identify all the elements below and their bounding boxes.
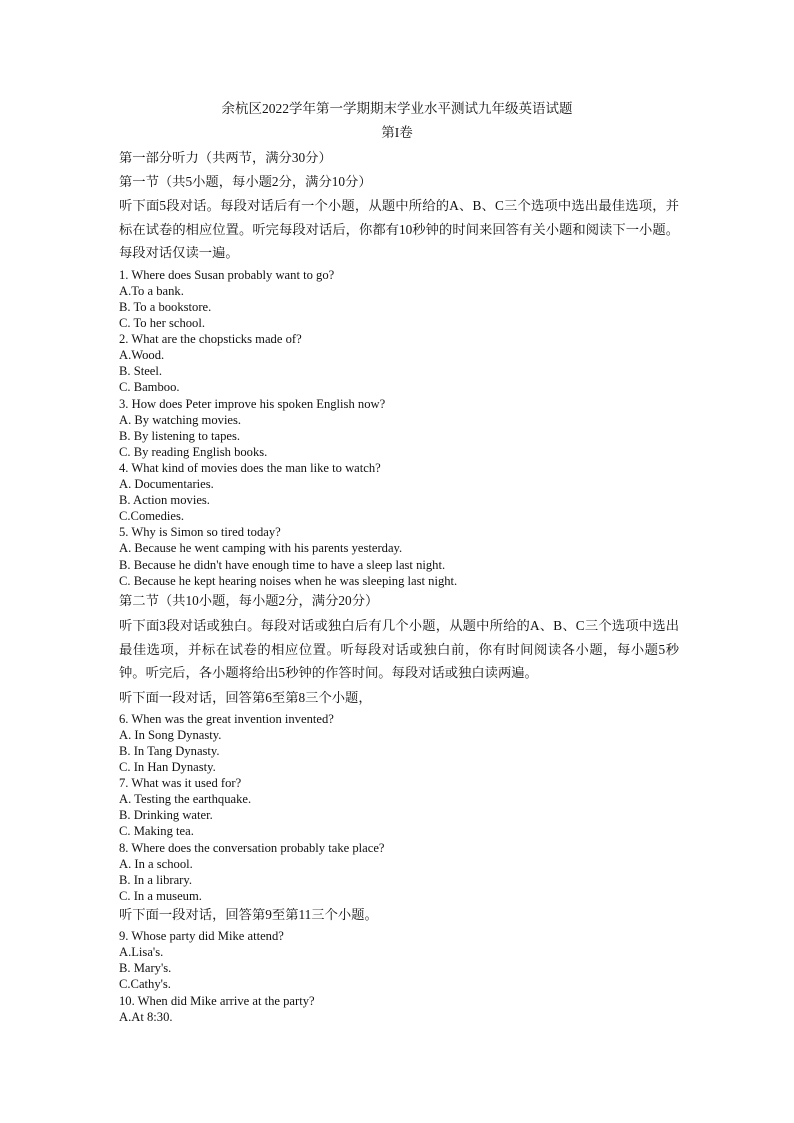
group1-prompt: 听下面一段对话，回答第6至第8三个小题， <box>119 690 372 705</box>
question-9-option-a: A.Lisa's. <box>119 945 164 959</box>
question-2: 2. What are the chopsticks made of? <box>119 332 302 346</box>
question-7-option-a: A. Testing the earthquake. <box>119 792 252 806</box>
question-2-option-a: A.Wood. <box>119 348 165 362</box>
question-2-option-c: C. Bamboo. <box>119 380 180 394</box>
question-1-option-c: C. To her school. <box>119 316 205 330</box>
question-6-option-a: A. In Song Dynasty. <box>119 728 222 742</box>
question-4-option-a: A. Documentaries. <box>119 477 214 491</box>
question-8-option-b: B. In a library. <box>119 873 192 887</box>
question-6-option-c: C. In Han Dynasty. <box>119 760 216 774</box>
question-5-option-a: A. Because he went camping with his parents yesterday. <box>119 541 403 555</box>
section1-instructions: 听下面5段对话。每段对话后有一个小题，从题中所给的A、B、C三个选项中选出最佳选项，并标在试卷的相应位置。听完每段对话后，你都有10秒钟的时间来回答有关小题和阅读下一小题。每段对话仅读一遍。 <box>119 198 679 260</box>
question-7-option-c: C. Making tea. <box>119 824 194 838</box>
question-4: 4. What kind of movies does the man like to watch? <box>119 461 381 475</box>
question-5-option-b: B. Because he didn't have enough time to have a sleep last night. <box>119 558 446 572</box>
question-3: 3. How does Peter improve his spoken English now? <box>119 397 386 411</box>
question-4-option-b: B. Action movies. <box>119 493 210 507</box>
question-1: 1. Where does Susan probably want to go? <box>119 268 335 282</box>
question-6-option-b: B. In Tang Dynasty. <box>119 744 220 758</box>
question-7-option-b: B. Drinking water. <box>119 808 213 822</box>
question-5: 5. Why is Simon so tired today? <box>119 525 281 539</box>
question-3-option-c: C. By reading English books. <box>119 445 268 459</box>
question-8: 8. Where does the conversation probably take place? <box>119 841 385 855</box>
question-1-option-b: B. To a bookstore. <box>119 300 212 314</box>
question-1-option-a: A.To a bank. <box>119 284 184 298</box>
section2-instructions: 听下面3段对话或独白。每段对话或独白后有几个小题，从题中所给的A、B、C三个选项中选出最佳选项，并标在试卷的相应位置。听每段对话或独白前，你有时间阅读各小题，每小题5秒钟。听完后，各小题将给出5秒钟的作答时间。每段对话或独白读两遍。 <box>119 618 679 680</box>
question-6: 6. When was the great invention invented? <box>119 712 334 726</box>
question-2-option-b: B. Steel. <box>119 364 163 378</box>
exam-title: 余杭区2022学年第一学期期末学业水平测试九年级英语试题 <box>221 101 573 116</box>
part1-heading: 第一部分听力（共两节，满分30分） <box>119 150 332 165</box>
question-9-option-c: C.Cathy's. <box>119 977 171 991</box>
question-8-option-a: A. In a school. <box>119 857 193 871</box>
question-10-option-a: A.At 8:30. <box>119 1010 173 1024</box>
question-4-option-c: C.Comedies. <box>119 509 185 523</box>
question-3-option-b: B. By listening to tapes. <box>119 429 241 443</box>
group2-prompt: 听下面一段对话，回答第9至第11三个小题。 <box>119 907 378 922</box>
question-3-option-a: A. By watching movies. <box>119 413 242 427</box>
section2-heading: 第二节（共10小题，每小题2分，满分20分） <box>119 593 379 608</box>
section1-heading: 第一节（共5小题，每小题2分，满分10分） <box>119 174 372 189</box>
question-8-option-c: C. In a museum. <box>119 889 202 903</box>
question-9: 9. Whose party did Mike attend? <box>119 929 284 943</box>
question-10: 10. When did Mike arrive at the party? <box>119 994 315 1008</box>
question-5-option-c: C. Because he kept hearing noises when he was sleeping last night. <box>119 574 458 588</box>
question-7: 7. What was it used for? <box>119 776 242 790</box>
question-9-option-b: B. Mary's. <box>119 961 172 975</box>
volume-label: 第I卷 <box>381 125 413 140</box>
